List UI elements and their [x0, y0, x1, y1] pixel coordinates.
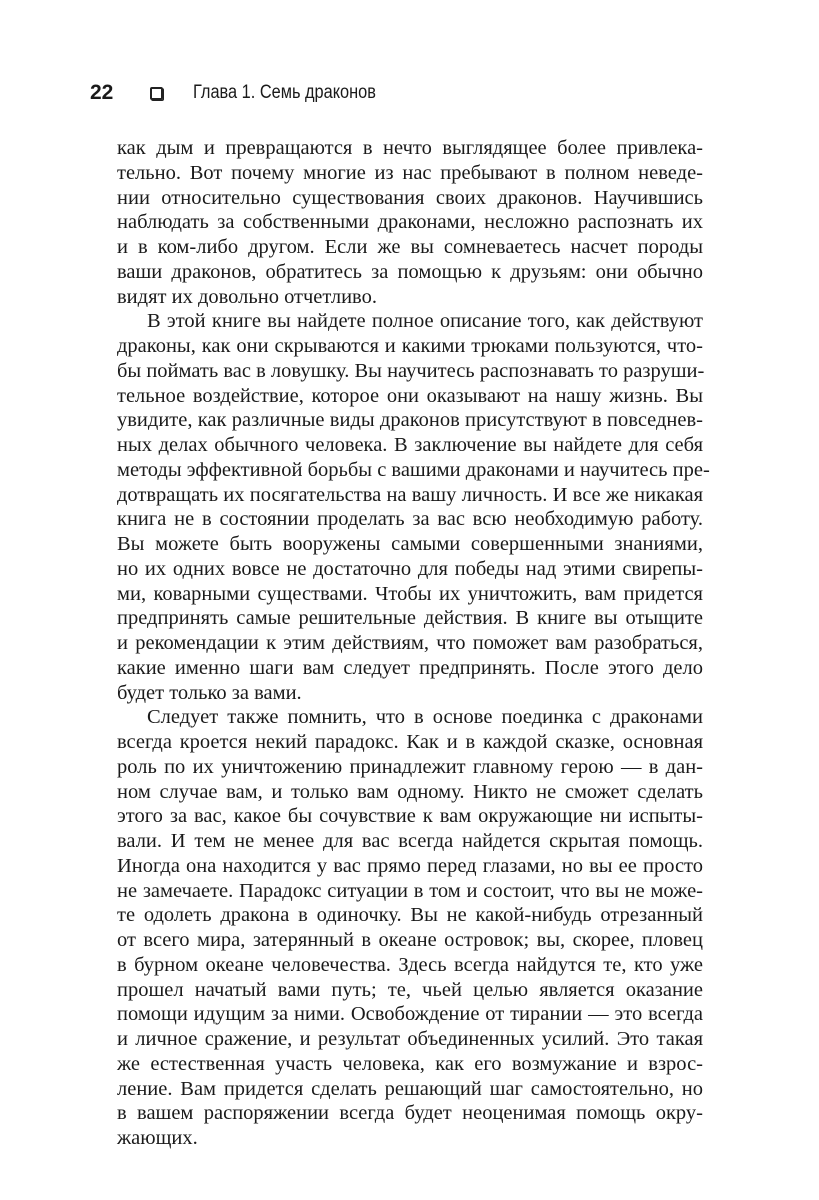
text-line: и личное сражение, и результат объединенных усилий. Это такая	[117, 1028, 703, 1050]
text-line: те одолеть дракона в одиночку. Вы не какой-нибудь отрезанный	[117, 904, 703, 927]
text-line: предпринять самые решительные действия. В книге вы отыщите	[117, 607, 703, 630]
text-line: вали. И тем не менее для вас всегда найдется скрытая помощь.	[117, 830, 703, 852]
text-line: же естественная участь человека, как его возмужание и взрос-	[117, 1052, 703, 1075]
text-line: помощи идущим за ними. Освобождение от тирании — это всегда	[117, 1003, 703, 1026]
text-line: в бурном океане человечества. Здесь всегда найдутся те, кто уже	[117, 953, 703, 976]
paragraph	[117, 136, 703, 309]
text-line: ми, коварными существами. Чтобы их уничтожить, вам придется	[117, 582, 703, 605]
text-line: и в ком-либо другом. Если же вы сомневаетесь насчет породы	[117, 236, 703, 258]
text-line: Вы можете быть вооружены самыми совершенными знаниями,	[117, 533, 703, 555]
text-line: драконы, как они скрываются и какими трюками пользуются, что-	[117, 335, 703, 357]
text-line: но их одних вовсе не достаточно для победы над этими свирепы-	[117, 557, 703, 580]
square-bullet-icon	[150, 87, 163, 100]
text-line: будет только за вами.	[117, 681, 302, 704]
text-line: ление. Вам придется сделать решающий шаг самостоятельно, но	[117, 1077, 703, 1100]
text-line: жающих.	[117, 1127, 198, 1149]
text-line: нии относительно существования своих драконов. Научившись	[117, 186, 703, 209]
page-body	[117, 136, 710, 1151]
text-line: и рекомендации к этим действиям, что поможет вам разобраться,	[117, 632, 703, 654]
text-line: В этой книге вы найдете полное описание того, как действуют	[147, 310, 703, 333]
text-line: ных делах обычного человека. В заключение вы найдете для себя	[117, 434, 703, 456]
text-line: книга не в состоянии проделать за вас всю необходимую работу.	[117, 508, 703, 531]
running-header	[90, 78, 406, 108]
text-line: ваши драконов, обратитесь за помощью к друзьям: они обычно	[117, 260, 703, 283]
text-line: Иногда она находится у вас прямо перед глазами, но вы ее просто	[117, 854, 703, 877]
text-line: роль по их уничтожению принадлежит главному герою — в дан-	[117, 755, 703, 778]
page-number: 22	[90, 81, 114, 104]
text-line: какие именно шаги вам следует предпринять. После этого дело	[117, 656, 703, 679]
text-line: наблюдать за собственными драконами, несложно распознать их	[117, 211, 703, 234]
text-line: прошел начатый вами путь; те, чьей целью является оказание	[117, 978, 703, 1001]
text-line: видят их довольно отчетливо.	[117, 285, 377, 308]
paragraph	[117, 705, 703, 1151]
text-line: методы эффективной борьбы с вашими драконами и научитесь пре-	[117, 458, 710, 481]
text-line: дотвращать их посягательства на вашу личность. И все же никакая	[117, 483, 703, 506]
text-line: не замечаете. Парадокс ситуации в том и состоит, что вы не може-	[117, 879, 703, 902]
text-line: от всего мира, затерянный в океане островок; вы, скорее, пловец	[117, 929, 703, 951]
text-line: бы поймать вас в ловушку. Вы научитесь распознавать то разруши-	[117, 359, 705, 382]
text-line: всегда кроется некий парадокс. Как и в каждой сказке, основная	[117, 731, 703, 753]
paragraph	[117, 309, 710, 705]
text-line: тельно. Вот почему многие из нас пребывают в полном неведе-	[117, 161, 703, 184]
running-title: Глава 1. Семь драконов	[193, 82, 376, 103]
text-line: ном случае вам, и только вам одному. Никто не сможет сделать	[117, 780, 703, 803]
text-line: увидите, как различные виды драконов присутствуют в повседнев-	[117, 409, 703, 432]
text-line: как дым и превращаются в нечто выглядящее более привлека-	[117, 137, 703, 159]
text-line: тельное воздействие, которое они оказывают на нашу жизнь. Вы	[117, 384, 703, 407]
text-line: Следует также помнить, что в основе поединка с драконами	[147, 706, 703, 729]
text-line: в вашем распоряжении всегда будет неоценимая помощь окру-	[117, 1102, 703, 1125]
text-line: этого за вас, какое бы сочувствие к вам окружающие ни испыты-	[117, 805, 703, 828]
